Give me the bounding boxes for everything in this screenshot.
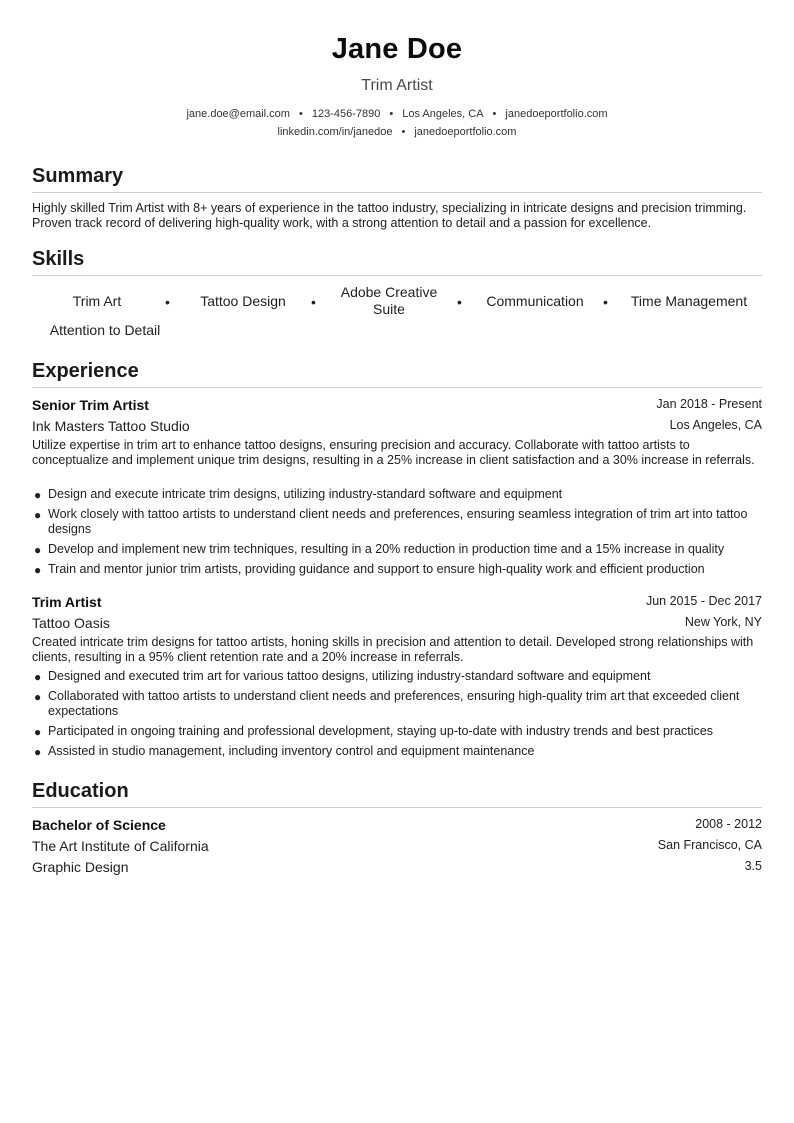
separator-dot: • <box>492 108 497 120</box>
job-company: Tattoo Oasis <box>32 615 110 631</box>
job-company: Ink Masters Tattoo Studio <box>32 418 190 434</box>
skill-item: Adobe Creative Suite <box>340 284 438 317</box>
skill-item: Attention to Detail <box>49 322 161 338</box>
job-header <box>32 397 762 413</box>
job-description: Created intricate trim designs for tattoo artists, honing skills in precision and attention to detail. Developed strong relationships with clients, resulting in a 95% client retention rate and a 20% increase in referrals. <box>32 635 754 664</box>
job-role: Senior Trim Artist <box>32 397 149 413</box>
section-divider <box>32 275 762 276</box>
list-item: ● Work closely with tattoo artists to understand client needs and preferences, ensuring seamless integration of trim art into tattoo designs <box>34 507 748 536</box>
list-item: ● Develop and implement new trim techniques, resulting in a 20% reduction in production time and a 15% increase in quality <box>34 542 725 557</box>
candidate-name: Jane Doe <box>331 33 463 65</box>
separator-dot: • <box>311 294 316 310</box>
job-subheader <box>32 615 762 631</box>
education-location: San Francisco, CA <box>657 838 762 852</box>
section-title-skills: Skills <box>32 248 85 270</box>
job-date: Jun 2015 - Dec 2017 <box>645 594 762 608</box>
skill-item: Time Management <box>630 293 748 309</box>
education-school: The Art Institute of California <box>32 838 209 854</box>
contact-linkedin[interactable]: linkedin.com/in/janedoe <box>277 126 393 138</box>
contact-portfolio-2[interactable]: janedoeportfolio.com <box>414 126 517 138</box>
education-degree: Bachelor of Science <box>32 817 166 833</box>
contact-line-1 <box>32 108 762 120</box>
job-date: Jan 2018 - Present <box>656 397 762 411</box>
separator-dot: • <box>603 294 608 310</box>
job-bullets <box>32 487 762 582</box>
list-item: ● Design and execute intricate trim designs, utilizing industry-standard software and equipment <box>34 487 563 502</box>
separator-dot: • <box>401 126 406 138</box>
education-details <box>32 859 762 875</box>
job-location: Los Angeles, CA <box>669 418 762 432</box>
job-description: Utilize expertise in trim art to enhance tattoo designs, ensuring precision and accuracy. Collaborate with tattoo artists to conceptualize and implement unique trim designs, resulting in a 25% increase in client satisfaction and a 30% increase in referrals. <box>32 438 755 467</box>
job-header <box>32 594 762 610</box>
list-item: ● Assisted in studio management, including inventory control and equipment maintenance <box>34 744 535 759</box>
section-title-experience: Experience <box>32 360 139 382</box>
section-title-summary: Summary <box>32 165 124 187</box>
separator-dot: • <box>389 108 394 120</box>
contact-location: Los Angeles, CA <box>402 108 484 120</box>
contact-phone[interactable]: 123-456-7890 <box>311 108 381 120</box>
candidate-title: Trim Artist <box>361 77 433 94</box>
skill-item: Trim Art <box>72 293 122 309</box>
contact-line-2 <box>32 126 762 138</box>
education-subheader <box>32 838 762 854</box>
job-location: New York, NY <box>684 615 762 629</box>
section-divider <box>32 387 762 388</box>
education-header <box>32 817 762 833</box>
list-item: ● Designed and executed trim art for various tattoo designs, utilizing industry-standard software and equipment <box>34 669 651 684</box>
contact-email[interactable]: jane.doe@email.com <box>186 108 290 120</box>
section-divider <box>32 192 762 193</box>
education-date: 2008 - 2012 <box>695 817 762 831</box>
separator-dot: • <box>165 294 170 310</box>
education-field: Graphic Design <box>32 859 129 875</box>
job-role: Trim Artist <box>32 594 102 610</box>
education-gpa: 3.5 <box>744 859 762 873</box>
skill-item: Communication <box>486 293 584 309</box>
list-item: ● Collaborated with tattoo artists to understand client needs and preferences, ensuring high-quality trim art that exceeded client expectations <box>34 689 740 718</box>
summary-text: Highly skilled Trim Artist with 8+ years of experience in the tattoo industry, specializing in intricate designs and precision trimming. Proven track record of delivering high-quality work, with a strong attention to detail and a passion for excellence. <box>32 201 747 230</box>
contact-portfolio[interactable]: janedoeportfolio.com <box>505 108 608 120</box>
section-divider <box>32 807 762 808</box>
skill-item: Tattoo Design <box>200 293 286 309</box>
section-title-education: Education <box>32 780 129 802</box>
job-subheader <box>32 418 762 434</box>
list-item: ● Participated in ongoing training and professional development, staying up-to-date with industry trends and best practices <box>34 724 713 739</box>
job-bullets <box>32 669 762 764</box>
list-item: ● Train and mentor junior trim artists, providing guidance and support to ensure high-quality work and efficient production <box>34 562 705 577</box>
separator-dot: • <box>457 294 462 310</box>
separator-dot: • <box>298 108 303 120</box>
